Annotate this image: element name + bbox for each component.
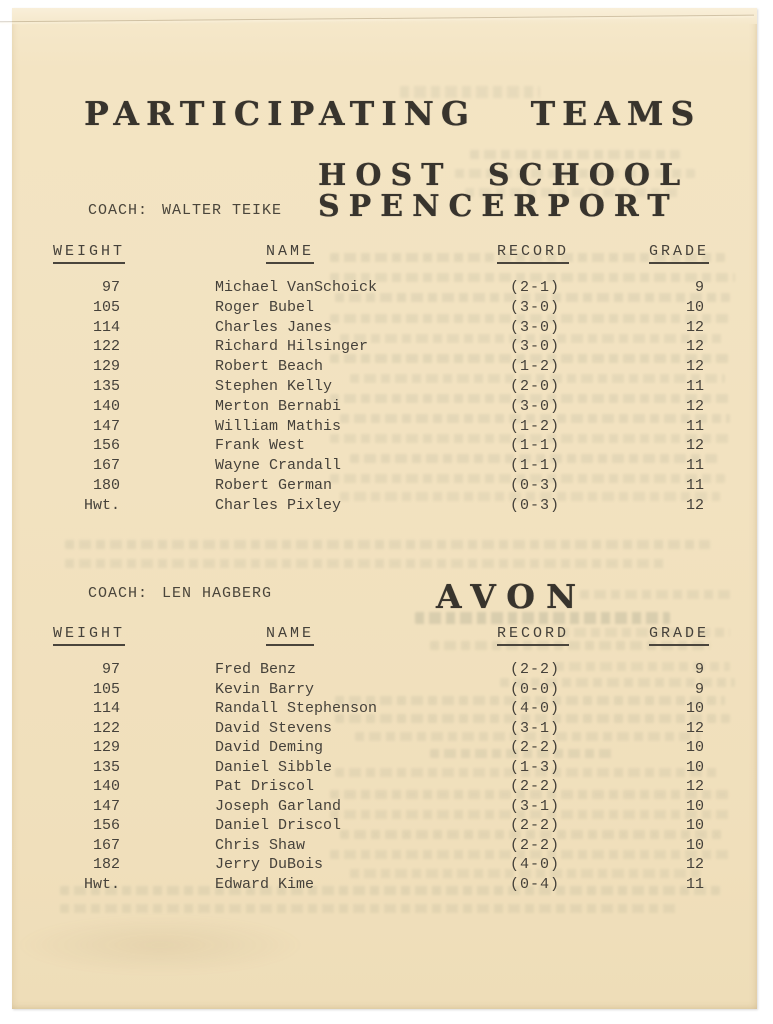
cell-grade: 12 — [685, 397, 704, 415]
cell-name: Wayne Crandall — [215, 457, 342, 475]
cell-grade: 12 — [685, 437, 704, 455]
coach-label: COACH: — [88, 202, 149, 219]
roster-row — [0, 778, 773, 798]
cell-weight: 114 — [92, 700, 120, 717]
roster-row — [0, 817, 773, 837]
cell-grade: 10 — [685, 298, 704, 316]
cell-weight: 97 — [101, 661, 120, 678]
cell-record: (1-3) — [510, 758, 561, 776]
roster-row — [0, 876, 773, 896]
roster-row — [0, 437, 773, 457]
cell-weight: 129 — [92, 739, 120, 756]
cell-weight: 114 — [92, 318, 120, 336]
cell-weight: 97 — [101, 279, 120, 296]
cell-weight: 122 — [92, 719, 120, 737]
roster-row — [0, 837, 773, 857]
team-title-avon: AVON — [436, 577, 588, 616]
cell-weight: 167 — [92, 457, 120, 475]
cell-name: Charles Pixley — [215, 496, 342, 514]
cell-name: Joseph Garland — [215, 797, 342, 815]
cell-grade: 9 — [694, 661, 704, 678]
coach-name-len-hagberg: LEN HAGBERG — [162, 585, 273, 602]
roster-row — [0, 700, 773, 720]
paper-crease — [15, 915, 305, 975]
roster-row — [0, 358, 773, 378]
cell-grade: 10 — [685, 700, 704, 717]
roster-row — [0, 279, 773, 299]
cell-record: (4-0) — [510, 856, 561, 873]
cell-weight: 147 — [92, 797, 120, 815]
cell-name: Edward Kime — [215, 875, 315, 893]
cell-name: Jerry DuBois — [215, 856, 324, 873]
cell-grade: 9 — [694, 680, 704, 698]
roster-row — [0, 497, 773, 517]
cell-weight: 135 — [92, 377, 120, 395]
cell-weight: 140 — [92, 397, 120, 415]
roster-row — [0, 319, 773, 339]
coach-label: COACH: — [88, 585, 149, 602]
cell-weight: 156 — [92, 817, 120, 834]
cell-name: Kevin Barry — [215, 680, 315, 698]
cell-weight: 180 — [92, 476, 120, 494]
roster-row — [0, 398, 773, 418]
cell-record: (3-0) — [510, 318, 561, 336]
cell-name: Chris Shaw — [215, 836, 306, 854]
cell-grade: 12 — [685, 358, 704, 376]
cell-name: William Mathis — [215, 417, 342, 435]
cell-grade: 12 — [685, 318, 704, 336]
roster-row — [0, 457, 773, 477]
roster-row — [0, 798, 773, 818]
cell-record: (2-2) — [510, 778, 561, 795]
cell-weight: 105 — [92, 298, 120, 316]
cell-record: (0-3) — [510, 496, 561, 514]
column-header-weight: WEIGHT — [53, 243, 125, 264]
cell-record: (3-0) — [510, 298, 561, 316]
cell-grade: 12 — [685, 338, 704, 356]
cell-record: (0-0) — [510, 680, 561, 698]
cell-name: Robert German — [215, 476, 333, 494]
cell-weight: Hwt. — [83, 875, 120, 893]
cell-weight: 156 — [92, 437, 120, 455]
cell-weight: 135 — [92, 758, 120, 776]
cell-name: Fred Benz — [215, 661, 297, 678]
cell-name: Robert Beach — [215, 358, 324, 376]
bleedthrough-line — [65, 559, 665, 568]
cell-grade: 10 — [685, 758, 704, 776]
cell-record: (4-0) — [510, 700, 561, 717]
cell-record: (2-2) — [510, 661, 561, 678]
cell-grade: 11 — [685, 476, 704, 494]
cell-name: David Deming — [215, 739, 324, 756]
cell-name: Frank West — [215, 437, 306, 455]
cell-grade: 12 — [685, 856, 704, 873]
coach-line-spencerport — [88, 202, 282, 219]
roster-rows-avon — [0, 661, 773, 895]
roster-row — [0, 681, 773, 701]
cell-record: (1-2) — [510, 358, 561, 376]
cell-record: (1-1) — [510, 437, 561, 455]
cell-weight: 122 — [92, 338, 120, 356]
cell-weight: 147 — [92, 417, 120, 435]
team-title-spencerport — [318, 160, 689, 222]
cell-record: (3-0) — [510, 338, 561, 356]
cell-name: Richard Hilsinger — [215, 338, 369, 356]
cell-weight: 129 — [92, 358, 120, 376]
cell-record: (2-1) — [510, 279, 561, 296]
team-title-line-host-school: HOST SCHOOL — [318, 158, 690, 193]
cell-grade: 10 — [685, 836, 704, 854]
cell-record: (1-2) — [510, 417, 561, 435]
roster-row — [0, 338, 773, 358]
cell-grade: 9 — [694, 279, 704, 296]
cell-grade: 12 — [685, 496, 704, 514]
cell-record: (3-1) — [510, 797, 561, 815]
cell-record: (2-2) — [510, 817, 561, 834]
cell-name: Daniel Driscol — [215, 817, 342, 834]
roster-row — [0, 856, 773, 876]
cell-record: (3-0) — [510, 397, 561, 415]
cell-record: (0-3) — [510, 476, 561, 494]
cell-name: Michael VanSchoick — [215, 279, 378, 296]
team-title-line-spencerport: SPENCERPORT — [318, 189, 679, 224]
cell-name: Merton Bernabi — [215, 397, 342, 415]
cell-grade: 11 — [685, 457, 704, 475]
cell-record: (2-2) — [510, 836, 561, 854]
cell-record: (1-1) — [510, 457, 561, 475]
cell-record: (3-1) — [510, 719, 561, 737]
cell-record: (0-4) — [510, 875, 561, 893]
roster-rows-spencerport — [0, 279, 773, 517]
column-header-name: NAME — [266, 243, 314, 264]
page-title: PARTICIPATING TEAMS — [84, 94, 702, 133]
bleedthrough-line — [60, 904, 680, 913]
cell-name: Randall Stephenson — [215, 700, 378, 717]
cell-name: Pat Driscol — [215, 778, 315, 795]
bleedthrough-line — [65, 540, 710, 549]
roster-row — [0, 378, 773, 398]
cell-record: (2-0) — [510, 377, 561, 395]
cell-grade: 10 — [685, 817, 704, 834]
bleedthrough-line — [580, 590, 730, 599]
cell-grade: 11 — [685, 417, 704, 435]
cell-name: David Stevens — [215, 719, 333, 737]
cell-name: Stephen Kelly — [215, 377, 333, 395]
roster-row — [0, 418, 773, 438]
cell-name: Daniel Sibble — [215, 758, 333, 776]
cell-grade: 12 — [685, 719, 704, 737]
coach-name-walter-teike: WALTER TEIKE — [162, 202, 283, 219]
cell-name: Charles Janes — [215, 318, 333, 336]
coach-line-avon — [88, 585, 272, 602]
roster-row — [0, 720, 773, 740]
column-header-name: NAME — [266, 625, 314, 646]
roster-row — [0, 661, 773, 681]
column-header-grade: GRADE — [649, 243, 709, 264]
column-header-record: RECORD — [497, 243, 569, 264]
column-header-record: RECORD — [497, 625, 569, 646]
cell-weight: 167 — [92, 836, 120, 854]
roster-row — [0, 299, 773, 319]
cell-weight: Hwt. — [83, 496, 120, 514]
column-header-grade: GRADE — [649, 625, 709, 646]
cell-weight: 105 — [92, 680, 120, 698]
cell-name: Roger Bubel — [215, 298, 315, 316]
roster-row — [0, 477, 773, 497]
roster-row — [0, 739, 773, 759]
cell-grade: 10 — [685, 797, 704, 815]
cell-grade: 11 — [685, 377, 704, 395]
cell-grade: 11 — [685, 875, 704, 893]
cell-grade: 10 — [685, 739, 704, 756]
cell-grade: 12 — [685, 778, 704, 795]
cell-record: (2-2) — [510, 739, 561, 756]
cell-weight: 140 — [92, 778, 120, 795]
roster-row — [0, 759, 773, 779]
column-header-weight: WEIGHT — [53, 625, 125, 646]
cell-weight: 182 — [92, 856, 120, 873]
